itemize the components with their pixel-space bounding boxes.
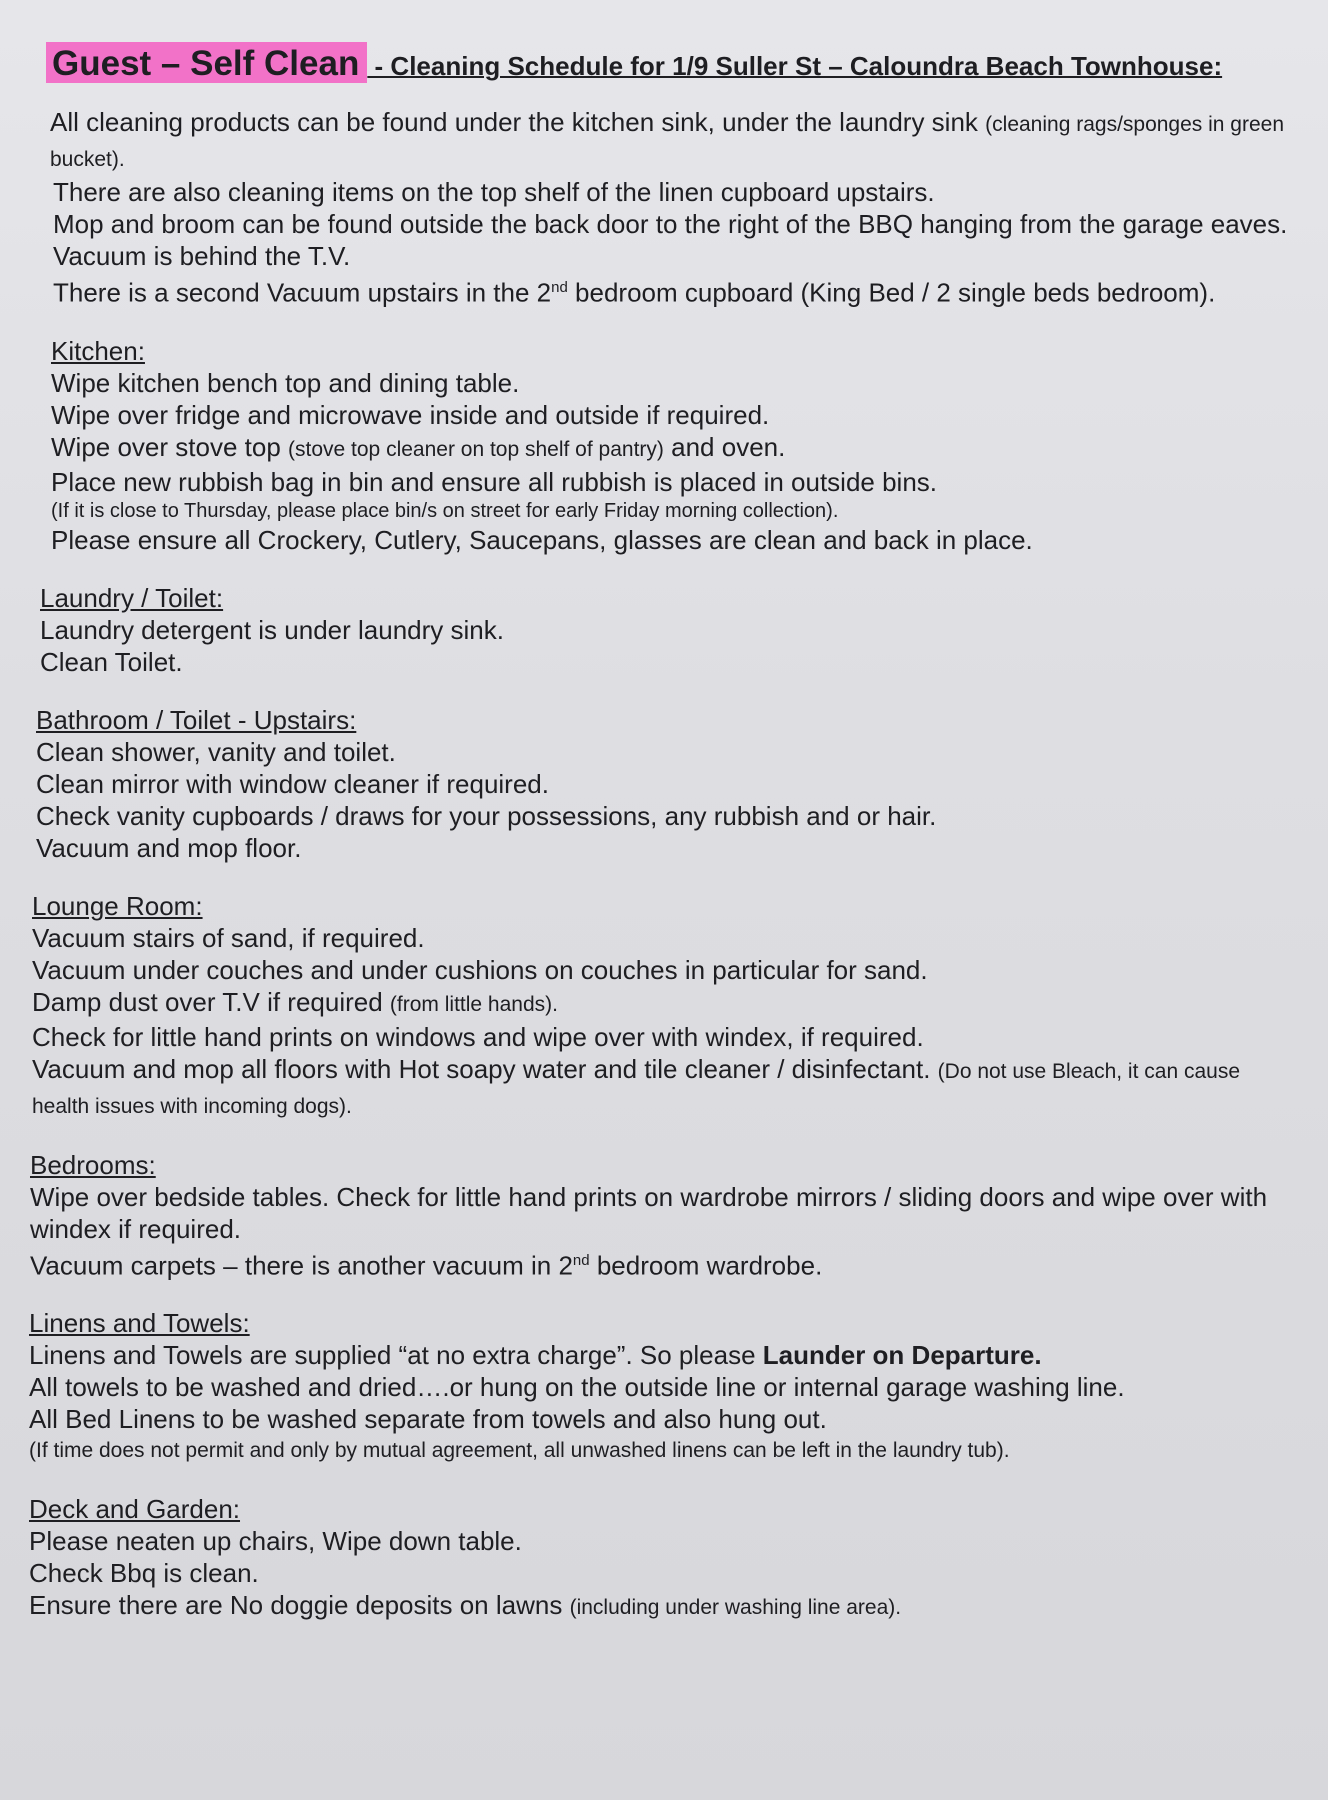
task-line: Clean mirror with window cleaner if required. xyxy=(36,768,549,799)
section-heading: Kitchen: xyxy=(51,335,145,366)
task-line: Ensure there are No doggie deposits on lawns (including under washing line area). xyxy=(29,1590,902,1621)
laundry-section xyxy=(40,582,1298,678)
title-subtitle: - Cleaning Schedule for 1/9 Suller St – Caloundra Beach Townhouse: xyxy=(367,51,1223,81)
task-line: Vacuum and mop floor. xyxy=(36,832,302,863)
task-line: Wipe kitchen bench top and dining table. xyxy=(51,367,520,398)
task-line: Vacuum under couches and under cushions on couches in particular for sand. xyxy=(32,954,928,985)
task-line: Wipe over stove top (stove top cleaner on top shelf of pantry) and oven. xyxy=(51,431,786,462)
bathroom-section xyxy=(36,704,1298,864)
deck-section xyxy=(29,1493,1298,1624)
kitchen-section xyxy=(51,335,1298,556)
section-heading: Linens and Towels: xyxy=(29,1308,250,1339)
task-line: Vacuum stairs of sand, if required. xyxy=(32,922,425,953)
lounge-section xyxy=(32,890,1298,1123)
task-line: Place new rubbish bag in bin and ensure all rubbish is placed in outside bins. xyxy=(51,466,938,497)
task-line: Please neaten up chairs, Wipe down table. xyxy=(29,1526,522,1557)
task-note: (If it is close to Thursday, please place bin/s on street for early Friday morning collection). xyxy=(51,499,839,522)
section-heading: Laundry / Toilet: xyxy=(40,582,224,613)
task-line: Please ensure all Crockery, Cutlery, Saucepans, glasses are clean and back in place. xyxy=(51,524,1033,555)
task-note: (If time does not permit and only by mutual agreement, all unwashed linens can be left in the laundry tub). xyxy=(29,1439,1010,1463)
task-line: All towels to be washed and dried….or hung on the outside line or internal garage washing line. xyxy=(29,1372,1125,1403)
intro-line: Mop and broom can be found outside the back door to the right of the BBQ hanging from the garage eaves. xyxy=(53,209,1288,239)
task-line: Wipe over fridge and microwave inside and outside if required. xyxy=(51,399,770,430)
section-heading: Deck and Garden: xyxy=(29,1494,241,1525)
section-heading: Bathroom / Toilet - Upstairs: xyxy=(36,704,357,735)
intro-line: There is a second Vacuum upstairs in the 2nd bedroom cupboard (King Bed / 2 single beds bedroom). xyxy=(53,277,1216,308)
task-line: Clean shower, vanity and toilet. xyxy=(36,736,396,767)
intro-section xyxy=(50,106,1298,309)
intro-line: Vacuum is behind the T.V. xyxy=(53,241,351,271)
task-line: Linens and Towels are supplied “at no extra charge”. So please Launder on Departure. xyxy=(29,1340,1042,1371)
task-line: Check vanity cupboards / draws for your possessions, any rubbish and or hair. xyxy=(36,800,937,831)
task-line: Vacuum and mop all floors with Hot soapy water and tile cleaner / disinfectant. (Do not use Bleach, it can cause health issues with incoming dogs). xyxy=(32,1053,1240,1118)
task-line: Check Bbq is clean. xyxy=(29,1558,259,1589)
title-highlight: Guest – Self Clean xyxy=(46,42,367,83)
section-heading: Bedrooms: xyxy=(30,1149,156,1180)
linens-section xyxy=(29,1307,1298,1467)
intro-line: All cleaning products can be found under the kitchen sink, under the laundry sink (cleaning rags/sponges in green bucket). xyxy=(50,107,1285,171)
task-line: All Bed Linens to be washed separate from towels and also hung out. xyxy=(29,1404,827,1435)
task-line: Vacuum carpets – there is another vacuum in 2nd bedroom wardrobe. xyxy=(30,1250,823,1281)
document-title xyxy=(46,44,1298,84)
task-line: Damp dust over T.V if required (from little hands). xyxy=(32,986,558,1017)
task-line: Wipe over bedside tables. Check for little hand prints on wardrobe mirrors / sliding doors and wipe over with windex if required. xyxy=(30,1181,1268,1244)
task-line: Clean Toilet. xyxy=(40,646,183,677)
section-heading: Lounge Room: xyxy=(32,890,203,921)
intro-line: There are also cleaning items on the top shelf of the linen cupboard upstairs. xyxy=(53,177,935,207)
task-line: Laundry detergent is under laundry sink. xyxy=(40,614,504,645)
bedrooms-section xyxy=(30,1149,1298,1282)
task-line: Check for little hand prints on windows and wipe over with windex, if required. xyxy=(32,1021,924,1052)
